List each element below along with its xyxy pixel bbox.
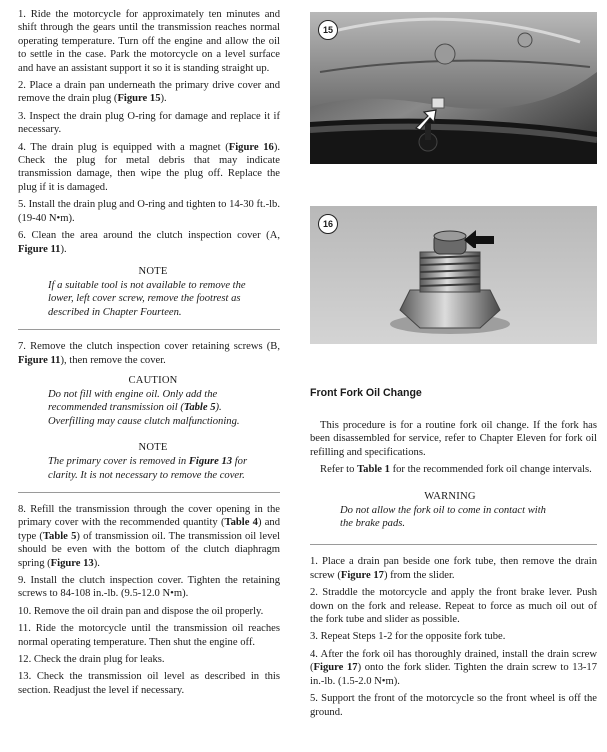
step-8: 8. Refill the transmission through the cover opening in the primary cover with the recommended quantity (Table 4) and type (Table 5) of transmission oil. The transmission oil level should be even with the bottom of the clutch diaphragm spring (Figure 13). [18,503,281,569]
figure-ref: Figure 17 [313,662,358,674]
divider [310,544,597,545]
step-10: 10. Remove the oil drain pan and dispose the oil properly. [18,605,264,617]
figure-number-badge: 15 [318,20,338,40]
figure-ref: Figure 17 [340,569,384,581]
step-7: 7. Remove the clutch inspection cover retaining screws (B, Figure 11), then remove the cover. [18,341,280,366]
caution-text: Do not fill with engine oil. Only add the recommended transmission oil (Table 5). Overfilling may cause clutch malfunctioning. [48,388,240,427]
divider [18,492,280,493]
note-footrest [48,266,258,319]
step-3: 3. Inspect the drain plug O-ring for damage and replace it if necessary. [18,110,280,136]
note-text: The primary cover is removed in Figure 13 for clarity. It is not necessary to remove the cover. [48,456,248,481]
fork-step-3: 3. Repeat Steps 1-2 for the opposite fork tube. [310,631,506,643]
refer-paragraph: Refer to Table 1 for the recommended fork oil change intervals. [320,464,592,476]
figure-ref: Figure 11 [18,354,61,366]
note-text: If a suitable tool is not available to remove the lower, left cover screw, remove the footrest as described in Chapter Fourteen. [48,279,246,318]
step-6: 6. Clean the area around the clutch inspection cover (A, Figure 11). [18,230,280,255]
warning-text: Do not allow the fork oil to come in contact with the brake pads. [340,504,546,530]
figure-number-badge: 16 [318,214,338,234]
figure-ref: Figure 11 [18,243,61,255]
caution-box [48,375,258,428]
step-13: 13. Check the transmission oil level as described in this section. Readjust the level if necessary. [18,671,280,696]
note-heading: NOTE [138,442,168,454]
primary-cover-drain-plug-image [310,12,597,164]
step-1: 1. Ride the motorcycle for approximately ten minutes and shift through the gears until the transmission reaches normal operating temperature. Turn off the engine and allow the oil to settle in the case. Park the motorcycle on a level surface and have an assistant support it so it is standing straight up. [18,9,280,74]
step-11: 11. Ride the motorcycle until the transmission oil reaches normal operating temperature. Then shut the engine off. [18,623,280,648]
step-2: 2. Place a drain pan underneath the primary drive cover and remove the drain plug (Figure 15). [18,80,280,105]
fork-step-2: 2. Straddle the motorcycle and apply the front brake lever. Push down on the fork and release. Repeat to force as much oil out of the fork tube and slider as possible. [310,587,597,626]
fork-step-4: 4. After the fork oil has thoroughly drained, install the drain screw (Figure 17) onto the fork slider. Tighten the drain screw to 13-17 in.-lb. (1.5-2.0 N•m). [310,648,598,687]
arrow-icon [462,228,496,248]
figure-ref: Figure 13 [50,557,94,569]
right-column [310,12,597,723]
magnetic-drain-plug-image [310,206,597,344]
warning-heading: WARNING [424,490,476,502]
figure-ref: Figure 13 [188,456,233,468]
warning-box [340,491,560,531]
note-heading: NOTE [138,265,168,277]
step-12: 12. Check the drain plug for leaks. [18,654,165,666]
figure-16-photo [310,206,597,344]
step-9: 9. Install the clutch inspection cover. Tighten the retaining screws to 84-108 in.-lb. (9.5-12.0 N•m). [18,575,280,600]
intro-paragraph: This procedure is for a routine fork oil change. If the fork has been disassembled for service, refer to Chapter Eleven for fork oil refilling and specifications. [310,420,597,458]
left-column [18,8,280,701]
divider [18,329,280,330]
figure-ref: Figure 15 [117,93,161,105]
arrow-icon [414,108,440,130]
step-5: 5. Install the drain plug and O-ring and tighten to 14-30 ft.-lb. (19-40 N•m). [18,199,280,224]
table-ref: Table 5 [183,402,216,414]
table-ref: Table 5 [42,530,77,542]
caution-heading: CAUTION [128,374,178,386]
table-ref: Table 1 [357,464,390,476]
section-title: Front Fork Oil Change [310,387,422,399]
figure-ref: Figure 16 [228,141,274,153]
fork-step-5: 5. Support the front of the motorcycle so the front wheel is off the ground. [310,693,597,718]
fork-step-1: 1. Place a drain pan beside one fork tube, then remove the drain screw (Figure 17) from the slider. [310,556,597,581]
figure-15-photo [310,12,597,164]
note-primary-cover [48,442,258,482]
table-ref: Table 4 [224,517,258,529]
step-4: 4. The drain plug is equipped with a magnet (Figure 16). Check the plug for metal debris that may indicate transmission damage, then wipe the plug off. Replace the plug if it is damaged. [18,141,280,193]
